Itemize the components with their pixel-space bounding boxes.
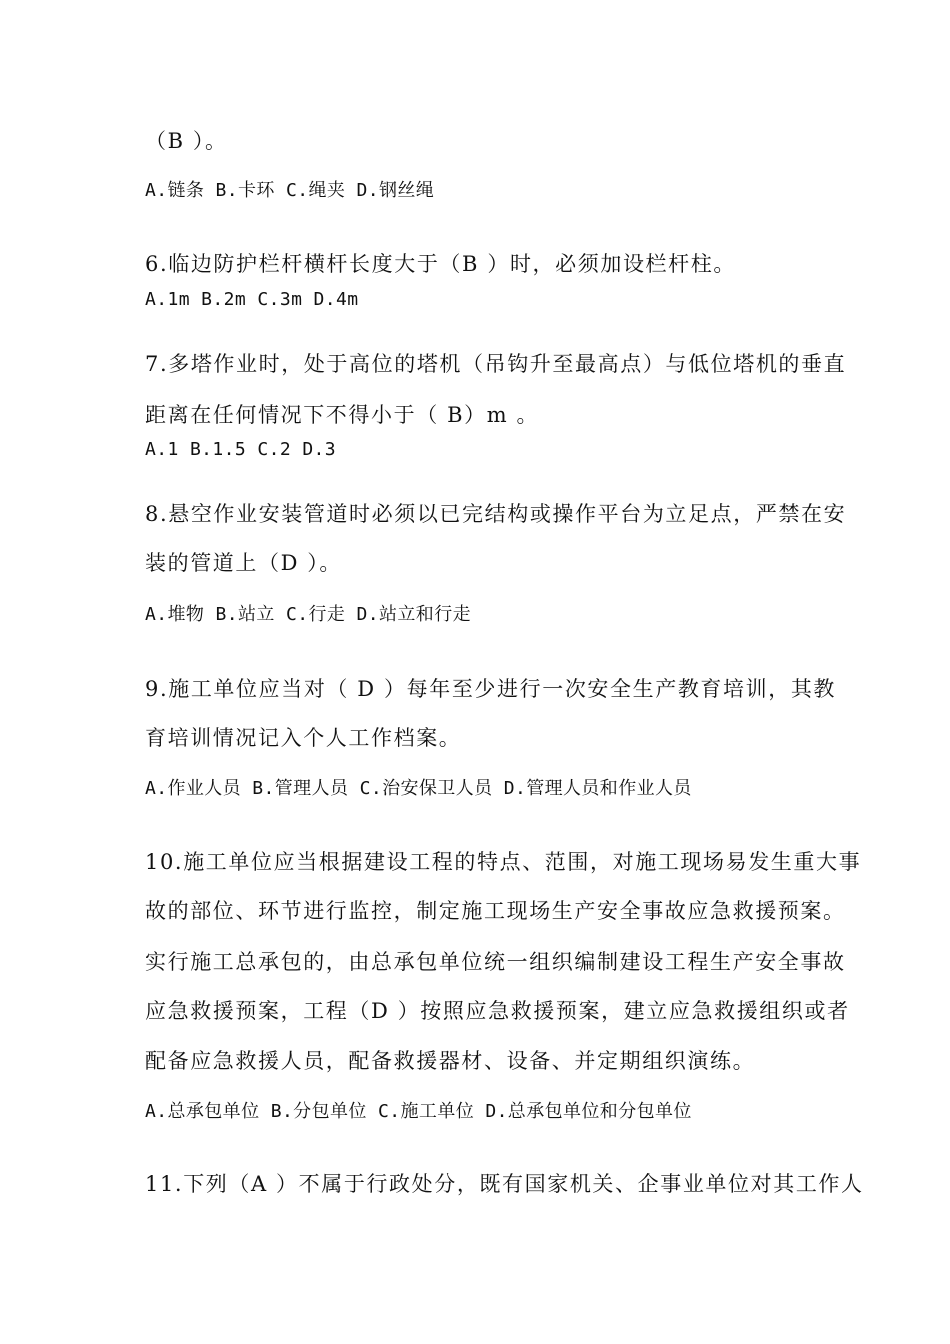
text-line: （B ）。 <box>145 129 228 153</box>
text-line: 距离在任何情况下不得小于（ B）m 。 <box>145 403 540 427</box>
answer-options: A.链条 B.卡环 C.绳夹 D.钢丝绳 <box>145 180 435 201</box>
question-7: 7.多塔作业时，处于高位的塔机（吊钩升至最高点）与低位塔机的垂直 <box>145 352 847 376</box>
text-line: 育培训情况记入个人工作档案。 <box>145 726 462 750</box>
question-11: 11.下列（A ）不属于行政处分，既有国家机关、企事业单位对其工作人 <box>145 1172 864 1196</box>
text-line: 应急救援预案，工程（D ）按照应急救援预案，建立应急救援组织或者 <box>145 999 850 1023</box>
text-line: 实行施工总承包的，由总承包单位统一组织编制建设工程生产安全事故 <box>145 950 846 974</box>
answer-options: A.总承包单位 B.分包单位 C.施工单位 D.总承包单位和分包单位 <box>145 1101 692 1122</box>
question-8: 8.悬空作业安装管道时必须以已完结构或操作平台为立足点，严禁在安 <box>145 502 847 526</box>
answer-options: A.堆物 B.站立 C.行走 D.站立和行走 <box>145 604 472 625</box>
question-10: 10.施工单位应当根据建设工程的特点、范围，对施工现场易发生重大事 <box>145 850 862 874</box>
question-9: 9.施工单位应当对（ D ）每年至少进行一次安全生产教育培训，其教 <box>145 677 837 701</box>
question-6: 6.临边防护栏杆横杆长度大于（B ）时，必须加设栏杆柱。 <box>145 252 736 276</box>
text-line: 故的部位、环节进行监控，制定施工现场生产安全事故应急救援预案。 <box>145 899 846 923</box>
text-line: 装的管道上（D ）。 <box>145 551 343 575</box>
answer-options: A.作业人员 B.管理人员 C.治安保卫人员 D.管理人员和作业人员 <box>145 778 692 799</box>
answer-options: A.1 B.1.5 C.2 D.3 <box>145 439 337 460</box>
text-line: 配备应急救援人员，配备救援器材、设备、并定期组织演练。 <box>145 1049 756 1073</box>
answer-options: A.1m B.2m C.3m D.4m <box>145 289 359 310</box>
